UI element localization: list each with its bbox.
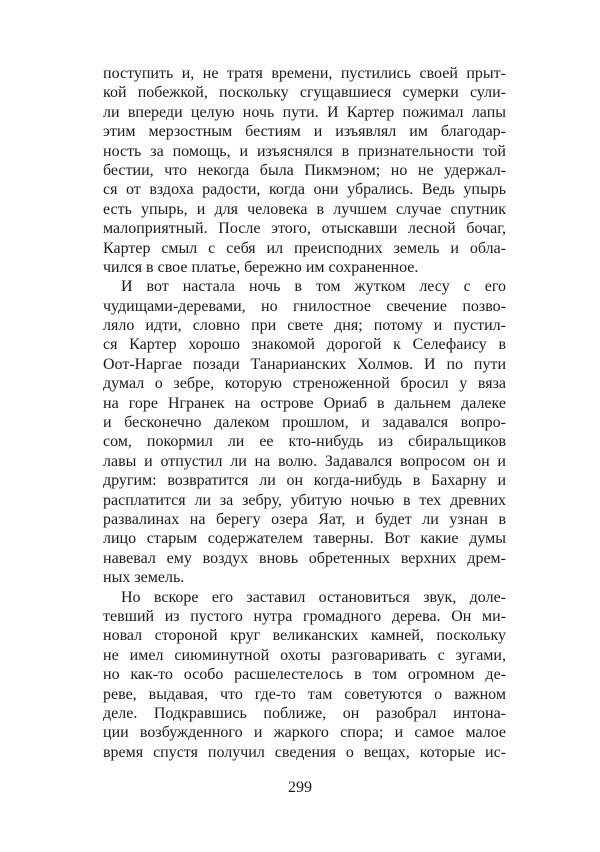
page-number: 299 — [288, 779, 312, 796]
text-line: Но вскоре его заставил остановиться звук, доле- — [121, 588, 506, 606]
text-line: поступить и, не тратя времени, пустились своей прыт- — [103, 65, 506, 82]
paragraph — [103, 64, 506, 277]
paragraph — [103, 277, 506, 587]
text-line: есть упырь, и для человека в лучшем случае спутник — [103, 200, 506, 218]
text-line: ных земель. — [103, 569, 185, 587]
text-line: лавы и отпустил ли на волю. Задавался вопросом он и — [103, 452, 506, 470]
text-line: лицо старым содержателем таверны. Вот какие думы — [103, 530, 506, 548]
text-line: время спустя получил сведения о вещах, которые ис- — [103, 743, 506, 761]
text-line: навевал ему воздух вновь обретенных верхних дрем- — [103, 549, 506, 567]
text-line: кой побежкой, поскольку сгущавшиеся сумерки сули- — [103, 84, 506, 102]
text-line: новал стороной круг великанских камней, поскольку — [103, 627, 506, 645]
text-line: этим мерзостным бестиям и изъявлял им благодар- — [103, 123, 506, 141]
text-line: ли впереди целую ночь пути. И Картер пожимал лапы — [103, 103, 506, 121]
text-line: развалинах на берегу озера Яат, и будет ли узнан в — [103, 510, 506, 528]
text-line: реве, выдавая, что где-то там советуются о важном — [103, 685, 506, 703]
text-line: малоприятный. После этого, отыскавши лесной бочаг, — [103, 220, 506, 238]
text-line: на горе Нгранек на острове Ориаб в дальнем далеке — [103, 394, 506, 412]
text-line: думал о зебре, которую стреноженной бросил у вяза — [103, 375, 506, 393]
text-line: Оот-Наргае позади Танарианских Холмов. И по пути — [103, 355, 506, 373]
text-line: тевший из пустого нутра громадного дерева. Он ми- — [103, 607, 506, 625]
text-line: сом, покормил ли ее кто-нибудь из сбиральщиков — [103, 433, 506, 451]
text-line: Картер смыл с себя ил преисподних земель и обла- — [103, 239, 506, 257]
text-line: чился в свое платье, бережно им сохраненное. — [103, 258, 419, 276]
paragraph — [103, 588, 506, 763]
text-line: ся Картер хорошо знакомой дорогой к Селефаису в — [103, 336, 506, 354]
text-line: ность за помощь, и изъяснялся в признательности той — [103, 142, 506, 160]
text-line: И вот настала ночь в том жутком лесу с его — [121, 278, 506, 296]
text-line: бестии, что некогда была Пикмэном; но не удержал- — [103, 161, 506, 179]
text-line: и бесконечно далеком прошлом, и задавался вопро- — [103, 414, 506, 432]
text-line: но как-то особо расшелестелось в том огромном де- — [103, 666, 506, 684]
text-line: ляло идти, словно при свете дня; потому и пустил- — [103, 317, 506, 335]
text-line: не имел сиюминутной охоты разговаривать с зугами, — [103, 646, 506, 664]
text-line: чудищами-деревами, но гнилостное свечение позво- — [103, 297, 506, 315]
text-line: ции возбужденного и жаркого спора; и самое малое — [103, 724, 506, 742]
text-line: деле. Подкравшись поближе, он разобрал интона- — [103, 704, 506, 722]
body-text — [103, 64, 506, 762]
text-line: расплатится ли за зебру, убитую ночью в тех древних — [103, 491, 506, 509]
text-line: ся от вздоха радости, когда они убрались. Ведь упырь — [103, 181, 506, 199]
text-line: другим: возвратится ли он когда-нибудь в Бахарну и — [103, 472, 506, 490]
